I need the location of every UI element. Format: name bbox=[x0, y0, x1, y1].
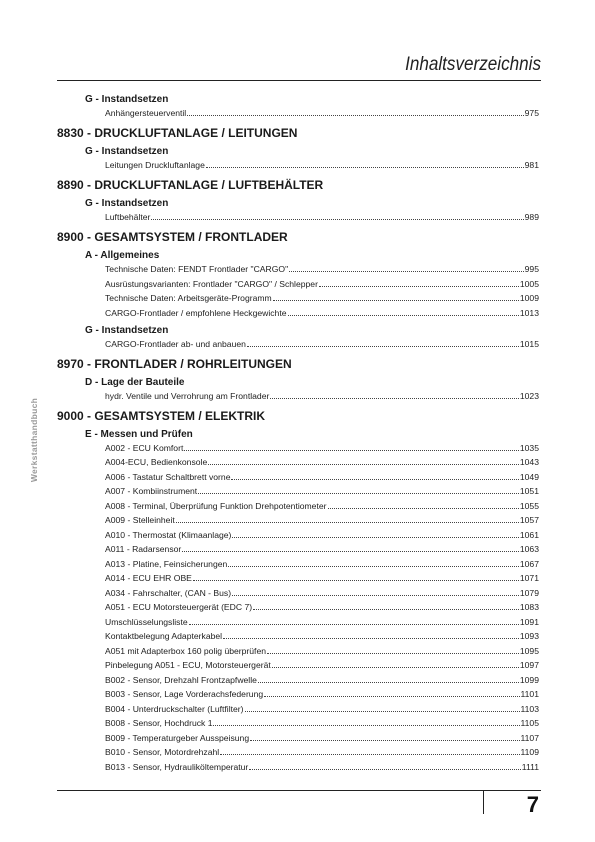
dot-leader bbox=[198, 492, 519, 494]
toc-entry-title: Umschlüsselungsliste bbox=[105, 616, 188, 627]
toc-entry[interactable] bbox=[105, 308, 539, 318]
toc-entry[interactable] bbox=[105, 660, 539, 670]
toc-entry-page: 1103 bbox=[520, 703, 539, 714]
subsection-heading: G - Instandsetzen bbox=[85, 198, 169, 209]
toc-entry-page: 1009 bbox=[519, 293, 539, 303]
toc-entry-title: A008 - Terminal, Überprüfung Funktion Drehpotentiometer bbox=[105, 500, 327, 511]
toc-entry-title: Pinbelegung A051 - ECU, Motorsteuergerät bbox=[105, 660, 271, 670]
toc-entry-title: B003 - Sensor, Lage Vorderachsfederung bbox=[105, 689, 264, 699]
toc-entry-page: 1051 bbox=[519, 486, 539, 496]
toc-entry[interactable] bbox=[105, 457, 539, 467]
toc-entry-page: 995 bbox=[524, 264, 539, 274]
toc-entry-title: Luftbehälter bbox=[105, 212, 151, 222]
toc-entry-title: Ausrüstungsvarianten: Frontlader "CARGO" / Schlepper bbox=[105, 278, 318, 289]
dot-leader bbox=[289, 270, 524, 272]
toc-entry-title: A004-ECU, Bedienkonsole bbox=[105, 457, 208, 467]
dot-leader bbox=[253, 608, 519, 610]
toc-entry-page: 1105 bbox=[520, 718, 539, 728]
toc-entry-page: 1079 bbox=[519, 587, 539, 598]
dot-leader bbox=[208, 463, 519, 465]
page-number: 7 bbox=[526, 792, 539, 817]
dot-leader bbox=[189, 623, 519, 625]
toc-entry[interactable] bbox=[105, 733, 539, 743]
dot-leader bbox=[193, 579, 519, 581]
toc-entry[interactable] bbox=[105, 160, 539, 170]
toc-entry[interactable] bbox=[105, 293, 539, 303]
toc-entry-page: 1063 bbox=[519, 544, 539, 554]
toc-entry-title: B010 - Sensor, Motordrehzahl bbox=[105, 747, 220, 757]
toc-entry-title: A034 - Fahrschalter, (CAN - Bus) bbox=[105, 587, 232, 598]
toc-entry-page: 1005 bbox=[519, 278, 539, 289]
toc-entry-page: 1035 bbox=[519, 442, 539, 453]
toc-entry-page: 1083 bbox=[519, 602, 539, 612]
dot-leader bbox=[258, 681, 519, 683]
toc-entry-title: A014 - ECU EHR OBE bbox=[105, 573, 192, 583]
toc-entry[interactable] bbox=[105, 391, 539, 401]
toc-entry-title: A010 - Thermostat (Klimaanlage) bbox=[105, 529, 232, 540]
dot-leader bbox=[273, 299, 519, 301]
toc-entry-page: 1013 bbox=[519, 307, 539, 318]
toc-entry[interactable] bbox=[105, 472, 539, 482]
toc-entry-title: A011 - Radarsensor bbox=[105, 544, 182, 554]
dot-leader bbox=[267, 652, 519, 654]
subsection-heading: D - Lage der Bauteile bbox=[85, 376, 185, 388]
toc-entry-page: 1067 bbox=[519, 558, 539, 569]
toc-entry[interactable] bbox=[105, 212, 539, 222]
toc-entry[interactable] bbox=[105, 689, 539, 699]
toc-entry-page: 981 bbox=[524, 160, 539, 170]
toc-entry[interactable] bbox=[105, 704, 539, 714]
toc-entry-page: 1023 bbox=[519, 390, 539, 401]
toc-entry-page: 975 bbox=[524, 108, 539, 118]
toc-entry-title: A007 - Kombiinstrument bbox=[105, 486, 198, 496]
dot-leader bbox=[223, 637, 519, 639]
dot-leader bbox=[250, 739, 519, 741]
toc-entry-page: 1097 bbox=[519, 660, 539, 670]
section-heading: 8890 - DRUCKLUFTANLAGE / LUFTBEHÄLTER bbox=[57, 178, 324, 192]
toc-entry-page: 1093 bbox=[519, 631, 539, 641]
dot-leader bbox=[213, 724, 519, 726]
dot-leader bbox=[231, 478, 518, 480]
toc-entry-title: B008 - Sensor, Hochdruck 1 bbox=[105, 718, 213, 728]
toc-entry-title: A051 mit Adapterbox 160 polig überprüfen bbox=[105, 645, 267, 656]
toc-entry-title: A002 - ECU Komfort bbox=[105, 442, 184, 453]
toc-entry[interactable] bbox=[105, 747, 539, 757]
toc-entry-title: A009 - Stelleinheit bbox=[105, 515, 175, 525]
toc-entry[interactable] bbox=[105, 602, 539, 612]
toc-entry-title: Kontaktbelegung Adapterkabel bbox=[105, 631, 223, 641]
dot-leader bbox=[328, 507, 519, 509]
dot-leader bbox=[184, 449, 519, 451]
toc-entry-page: 1111 bbox=[521, 761, 539, 772]
toc-entry[interactable] bbox=[105, 501, 539, 511]
toc-entry[interactable] bbox=[105, 339, 539, 349]
dot-leader bbox=[228, 565, 519, 567]
toc-entry-page: 1015 bbox=[519, 338, 539, 349]
toc-entry-title: CARGO-Frontlader / empfohlene Heckgewichte bbox=[105, 307, 287, 318]
dot-leader bbox=[187, 114, 523, 116]
toc-entry-page: 1049 bbox=[519, 471, 539, 482]
dot-leader bbox=[232, 594, 519, 596]
dot-leader bbox=[245, 710, 520, 712]
toc-entry[interactable] bbox=[105, 631, 539, 641]
toc-entry[interactable] bbox=[105, 573, 539, 583]
toc-entry[interactable] bbox=[105, 762, 539, 772]
dot-leader bbox=[151, 218, 523, 220]
toc-entry-title: B009 - Temperaturgeber Ausspeisung bbox=[105, 732, 250, 743]
dot-leader bbox=[182, 550, 519, 552]
toc-entry-page: 1107 bbox=[520, 732, 539, 743]
toc-entry-title: Leitungen Druckluftanlage bbox=[105, 160, 205, 170]
dot-leader bbox=[249, 768, 520, 770]
toc-entry[interactable] bbox=[105, 443, 539, 453]
footer-tick bbox=[483, 790, 484, 814]
toc-entry-title: Technische Daten: Arbeitsgeräte-Programm bbox=[105, 293, 272, 303]
toc-entry-title: Technische Daten: FENDT Frontlader "CARGO" bbox=[105, 264, 289, 274]
toc-entry-page: 1055 bbox=[519, 500, 539, 511]
toc-entry-title: A006 - Tastatur Schaltbrett vorne bbox=[105, 471, 231, 482]
dot-leader bbox=[319, 285, 519, 287]
dot-leader bbox=[232, 536, 518, 538]
dot-leader bbox=[220, 753, 519, 755]
subsection-heading: G - Instandsetzen bbox=[85, 94, 169, 105]
toc-entry-page: 1071 bbox=[519, 573, 539, 583]
toc-entry-page: 1095 bbox=[519, 645, 539, 656]
toc-entry[interactable] bbox=[105, 264, 539, 274]
toc-entry[interactable] bbox=[105, 279, 539, 289]
toc-entry[interactable] bbox=[105, 544, 539, 554]
toc-entry-title: CARGO-Frontlader ab- und anbauen bbox=[105, 338, 246, 349]
page-title: Inhaltsverzeichnis bbox=[405, 54, 541, 75]
toc-entry-title: hydr. Ventile und Verrohrung am Frontlader bbox=[105, 390, 270, 401]
subsection-heading: G - Instandsetzen bbox=[85, 146, 169, 157]
toc-entry-page: 1109 bbox=[520, 747, 539, 757]
toc-entry-page: 1057 bbox=[519, 515, 539, 525]
dot-leader bbox=[176, 521, 519, 523]
toc-entry-page: 1101 bbox=[520, 689, 539, 699]
toc-entry[interactable] bbox=[105, 718, 539, 728]
toc-entry[interactable] bbox=[105, 646, 539, 656]
toc-entry-title: B004 - Unterdruckschalter (Luftfilter) bbox=[105, 703, 244, 714]
side-label-text: Werkstatthandbuch bbox=[29, 397, 40, 483]
dot-leader bbox=[247, 345, 519, 347]
toc-entry-page: 1091 bbox=[519, 616, 539, 627]
toc-entry-page: 1099 bbox=[519, 674, 539, 685]
toc-entry-title: B002 - Sensor, Drehzahl Frontzapfwelle bbox=[105, 674, 257, 685]
dot-leader bbox=[206, 166, 524, 168]
toc-entry[interactable] bbox=[105, 588, 539, 598]
toc-entry[interactable] bbox=[105, 530, 539, 540]
toc-entry[interactable] bbox=[105, 108, 539, 118]
dot-leader bbox=[270, 397, 519, 399]
subsection-heading: E - Messen und Prüfen bbox=[85, 428, 193, 440]
toc-entry[interactable] bbox=[105, 559, 539, 569]
footer-rule bbox=[57, 790, 541, 791]
toc-entry-page: 1061 bbox=[519, 529, 539, 540]
toc-entry-title: A013 - Platine, Feinsicherungen bbox=[105, 558, 228, 569]
dot-leader bbox=[288, 314, 519, 316]
dot-leader bbox=[264, 695, 519, 697]
section-heading: 9000 - GESAMTSYSTEM / ELEKTRIK bbox=[57, 408, 266, 423]
dot-leader bbox=[272, 666, 519, 668]
toc-entry-page: 989 bbox=[524, 212, 539, 222]
section-heading: 8900 - GESAMTSYSTEM / FRONTLADER bbox=[57, 230, 288, 244]
toc-entry[interactable] bbox=[105, 675, 539, 685]
section-heading: 8830 - DRUCKLUFTANLAGE / LEITUNGEN bbox=[57, 126, 298, 140]
subsection-heading: A - Allgemeines bbox=[85, 250, 160, 261]
toc-entry-page: 1043 bbox=[519, 457, 539, 467]
section-heading: 8970 - FRONTLADER / ROHRLEITUNGEN bbox=[57, 356, 292, 371]
toc-entry-title: A051 - ECU Motorsteuergerät (EDC 7) bbox=[105, 602, 253, 612]
toc-entry-title: Anhängersteuerventil bbox=[105, 108, 187, 118]
toc-entry[interactable] bbox=[105, 515, 539, 525]
toc-entry[interactable] bbox=[105, 617, 539, 627]
subsection-heading: G - Instandsetzen bbox=[85, 324, 169, 336]
toc-entry-title: B013 - Sensor, Hydrauliköltemperatur bbox=[105, 761, 249, 772]
toc-entry[interactable] bbox=[105, 486, 539, 496]
